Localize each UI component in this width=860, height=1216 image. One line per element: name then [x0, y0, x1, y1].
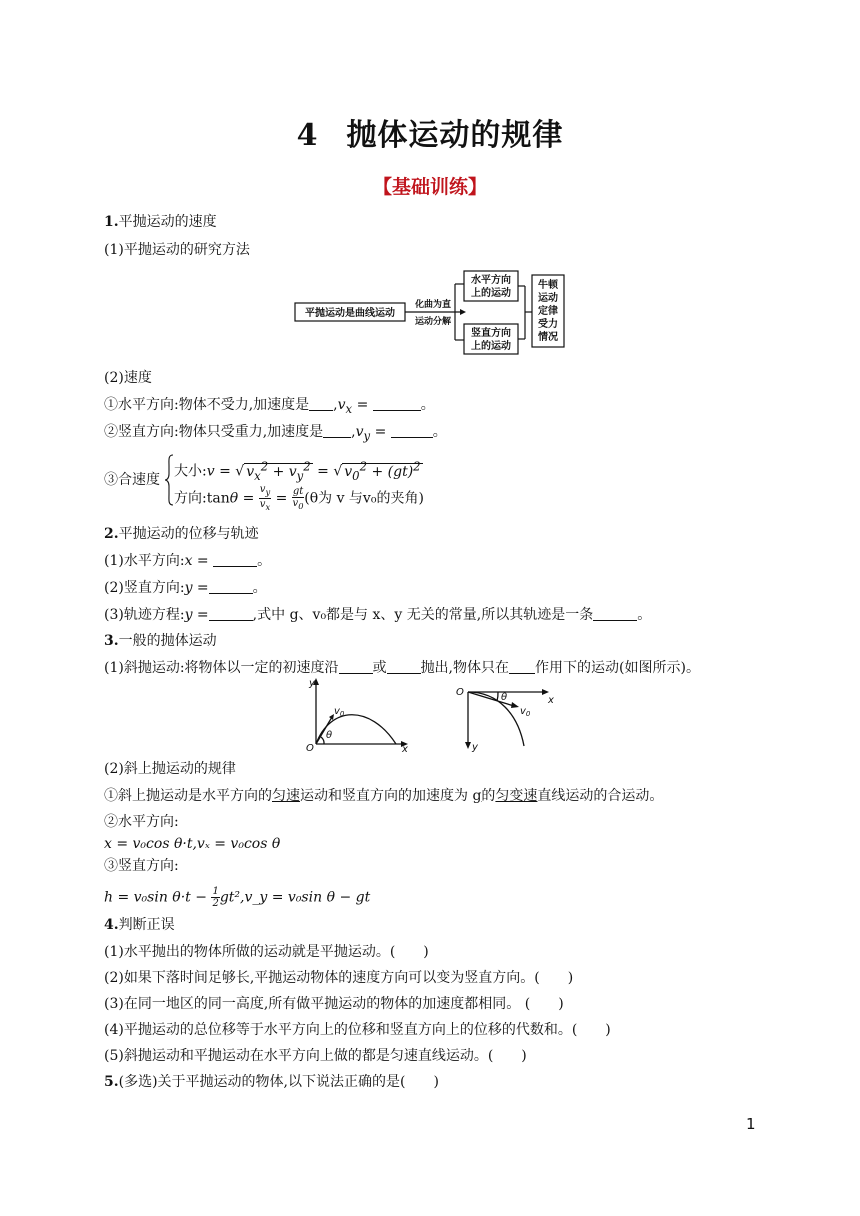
horizontal-projectile-figure — [454, 684, 562, 752]
page-number: 1 — [746, 1115, 756, 1133]
svg-text:y: y — [472, 742, 478, 752]
section-1-heading: 1.平抛运动的速度 — [104, 214, 217, 230]
blank-5[interactable] — [213, 552, 257, 567]
s3-line2: (2)斜上抛运动的规律 — [104, 761, 236, 777]
judge-item-4: (4)平抛运动的总位移等于水平方向上的位移和竖直方向上的位移的代数和。( ) — [104, 1022, 611, 1038]
blank-2[interactable] — [373, 396, 421, 411]
judge-item-2: (2)如果下落时间足够长,平抛运动物体的速度方向可以变为竖直方向。( ) — [104, 970, 574, 986]
svg-text:θ: θ — [326, 730, 333, 741]
svg-text:O: O — [456, 687, 464, 698]
right-box-line4: 受力 — [538, 319, 558, 330]
diagram-start-text: 平抛运动是曲线运动 — [305, 308, 395, 319]
s2-line2: (2)竖直方向:y = 。 — [104, 580, 267, 596]
judge-item-5: (5)斜抛运动和平抛运动在水平方向上做的都是匀速直线运动。( ) — [104, 1048, 527, 1064]
bottom-box-line1: 竖直方向 — [471, 328, 511, 339]
blank-1[interactable] — [309, 396, 333, 411]
blank-10[interactable] — [387, 659, 421, 674]
svg-text:x: x — [402, 744, 408, 752]
research-method-diagram — [294, 270, 566, 356]
section-2-heading: 2.平抛运动的位移与轨迹 — [104, 526, 259, 542]
judge-item-1: (1)水平抛出的物体所做的运动就是平抛运动。( ) — [104, 944, 429, 960]
top-box-line2: 上的运动 — [471, 288, 511, 299]
blank-7[interactable] — [209, 606, 253, 621]
page-title — [0, 110, 860, 154]
blank-4[interactable] — [391, 423, 433, 438]
right-box-line5: 情况 — [538, 332, 558, 343]
svg-text:x: x — [548, 695, 554, 706]
section-4-heading: 4.判断正误 — [104, 917, 175, 933]
s3-line1: (1)斜抛运动:将物体以一定的初速度沿 或 抛出,物体只在 作用下的运动(如图所示)。 — [104, 660, 700, 676]
section-subtitle: 【基础训练】 — [372, 176, 487, 198]
s3-line7: h = v₀sin θ·t − $\frac{1}{2}$ gt²,v_y = v₀sin θ − gt — [104, 886, 371, 909]
s1-sub2: (2)速度 — [104, 370, 152, 386]
oblique-projectile-figure — [300, 676, 416, 752]
s3-line3: ①斜上抛运动是水平方向的匀速运动和竖直方向的加速度为 g的匀变速直线运动的合运动。 — [104, 788, 664, 804]
judge-item-3: (3)在同一地区的同一高度,所有做平抛运动的物体的加速度都相同。 ( ) — [104, 996, 564, 1012]
s1-horizontal-line: ①水平方向:物体不受力,加速度是 $,v_x$ = 。 — [104, 397, 435, 416]
svg-text:y: y — [309, 678, 315, 689]
section-3-heading: 3.一般的抛体运动 — [104, 633, 217, 649]
chapter-title: 抛体运动的规律 — [346, 118, 564, 153]
blank-6[interactable] — [209, 579, 253, 594]
arrow-top-text: 化曲为直 — [414, 300, 452, 310]
top-box-line1: 水平方向 — [471, 275, 511, 286]
s1-sub1: (1)平抛运动的研究方法 — [104, 242, 250, 258]
right-box-line3: 定律 — [538, 306, 558, 317]
s2-line1: (1)水平方向:x = 。 — [104, 553, 272, 569]
blank-8[interactable] — [593, 606, 637, 621]
s3-line6: ③竖直方向: — [104, 858, 179, 874]
svg-text:v0: $v_0$ — [334, 706, 345, 718]
arrow-bottom-text: 运动分解 — [414, 317, 452, 327]
svg-text:θ: θ — [501, 692, 508, 703]
right-box-line2: 运动 — [538, 293, 558, 304]
right-box-line1: 牛顿 — [538, 280, 558, 291]
section-5-heading: 5.(多选)关于平抛运动的物体,以下说法正确的是( ) — [104, 1074, 439, 1090]
s3-line5: x = v₀cos θ·t,vₓ = v₀cos θ — [104, 836, 281, 852]
s1-direction-formula: 方向:tanθ = $\frac{v_y}{v_x}$ = $\frac{gt}{v_0}$ (θ为 v 与v₀的夹角) — [174, 484, 424, 512]
blank-3[interactable] — [323, 423, 351, 438]
s1-combined-label: ③合速度 — [104, 472, 160, 488]
s1-size-formula: 大小:v = √ $v_x^2 + v_y^2$ = √ $v_0^2 + (gt)^2$ — [174, 459, 421, 483]
svg-text:v0: $v_0$ — [520, 706, 531, 718]
s2-line3: (3)轨迹方程:y = ,式中 g、v₀都是与 x、y 无关的常量,所以其轨迹是一条 。 — [104, 607, 652, 623]
chapter-number: 4 — [296, 118, 319, 153]
brace-icon — [164, 454, 174, 506]
s3-line4: ②水平方向: — [104, 814, 179, 830]
bottom-box-line2: 上的运动 — [471, 341, 511, 352]
svg-text:O: O — [306, 743, 314, 752]
blank-11[interactable] — [509, 659, 535, 674]
blank-9[interactable] — [339, 659, 373, 674]
s1-vertical-line: ②竖直方向:物体只受重力,加速度是 $,v_y$ = 。 — [104, 424, 447, 443]
